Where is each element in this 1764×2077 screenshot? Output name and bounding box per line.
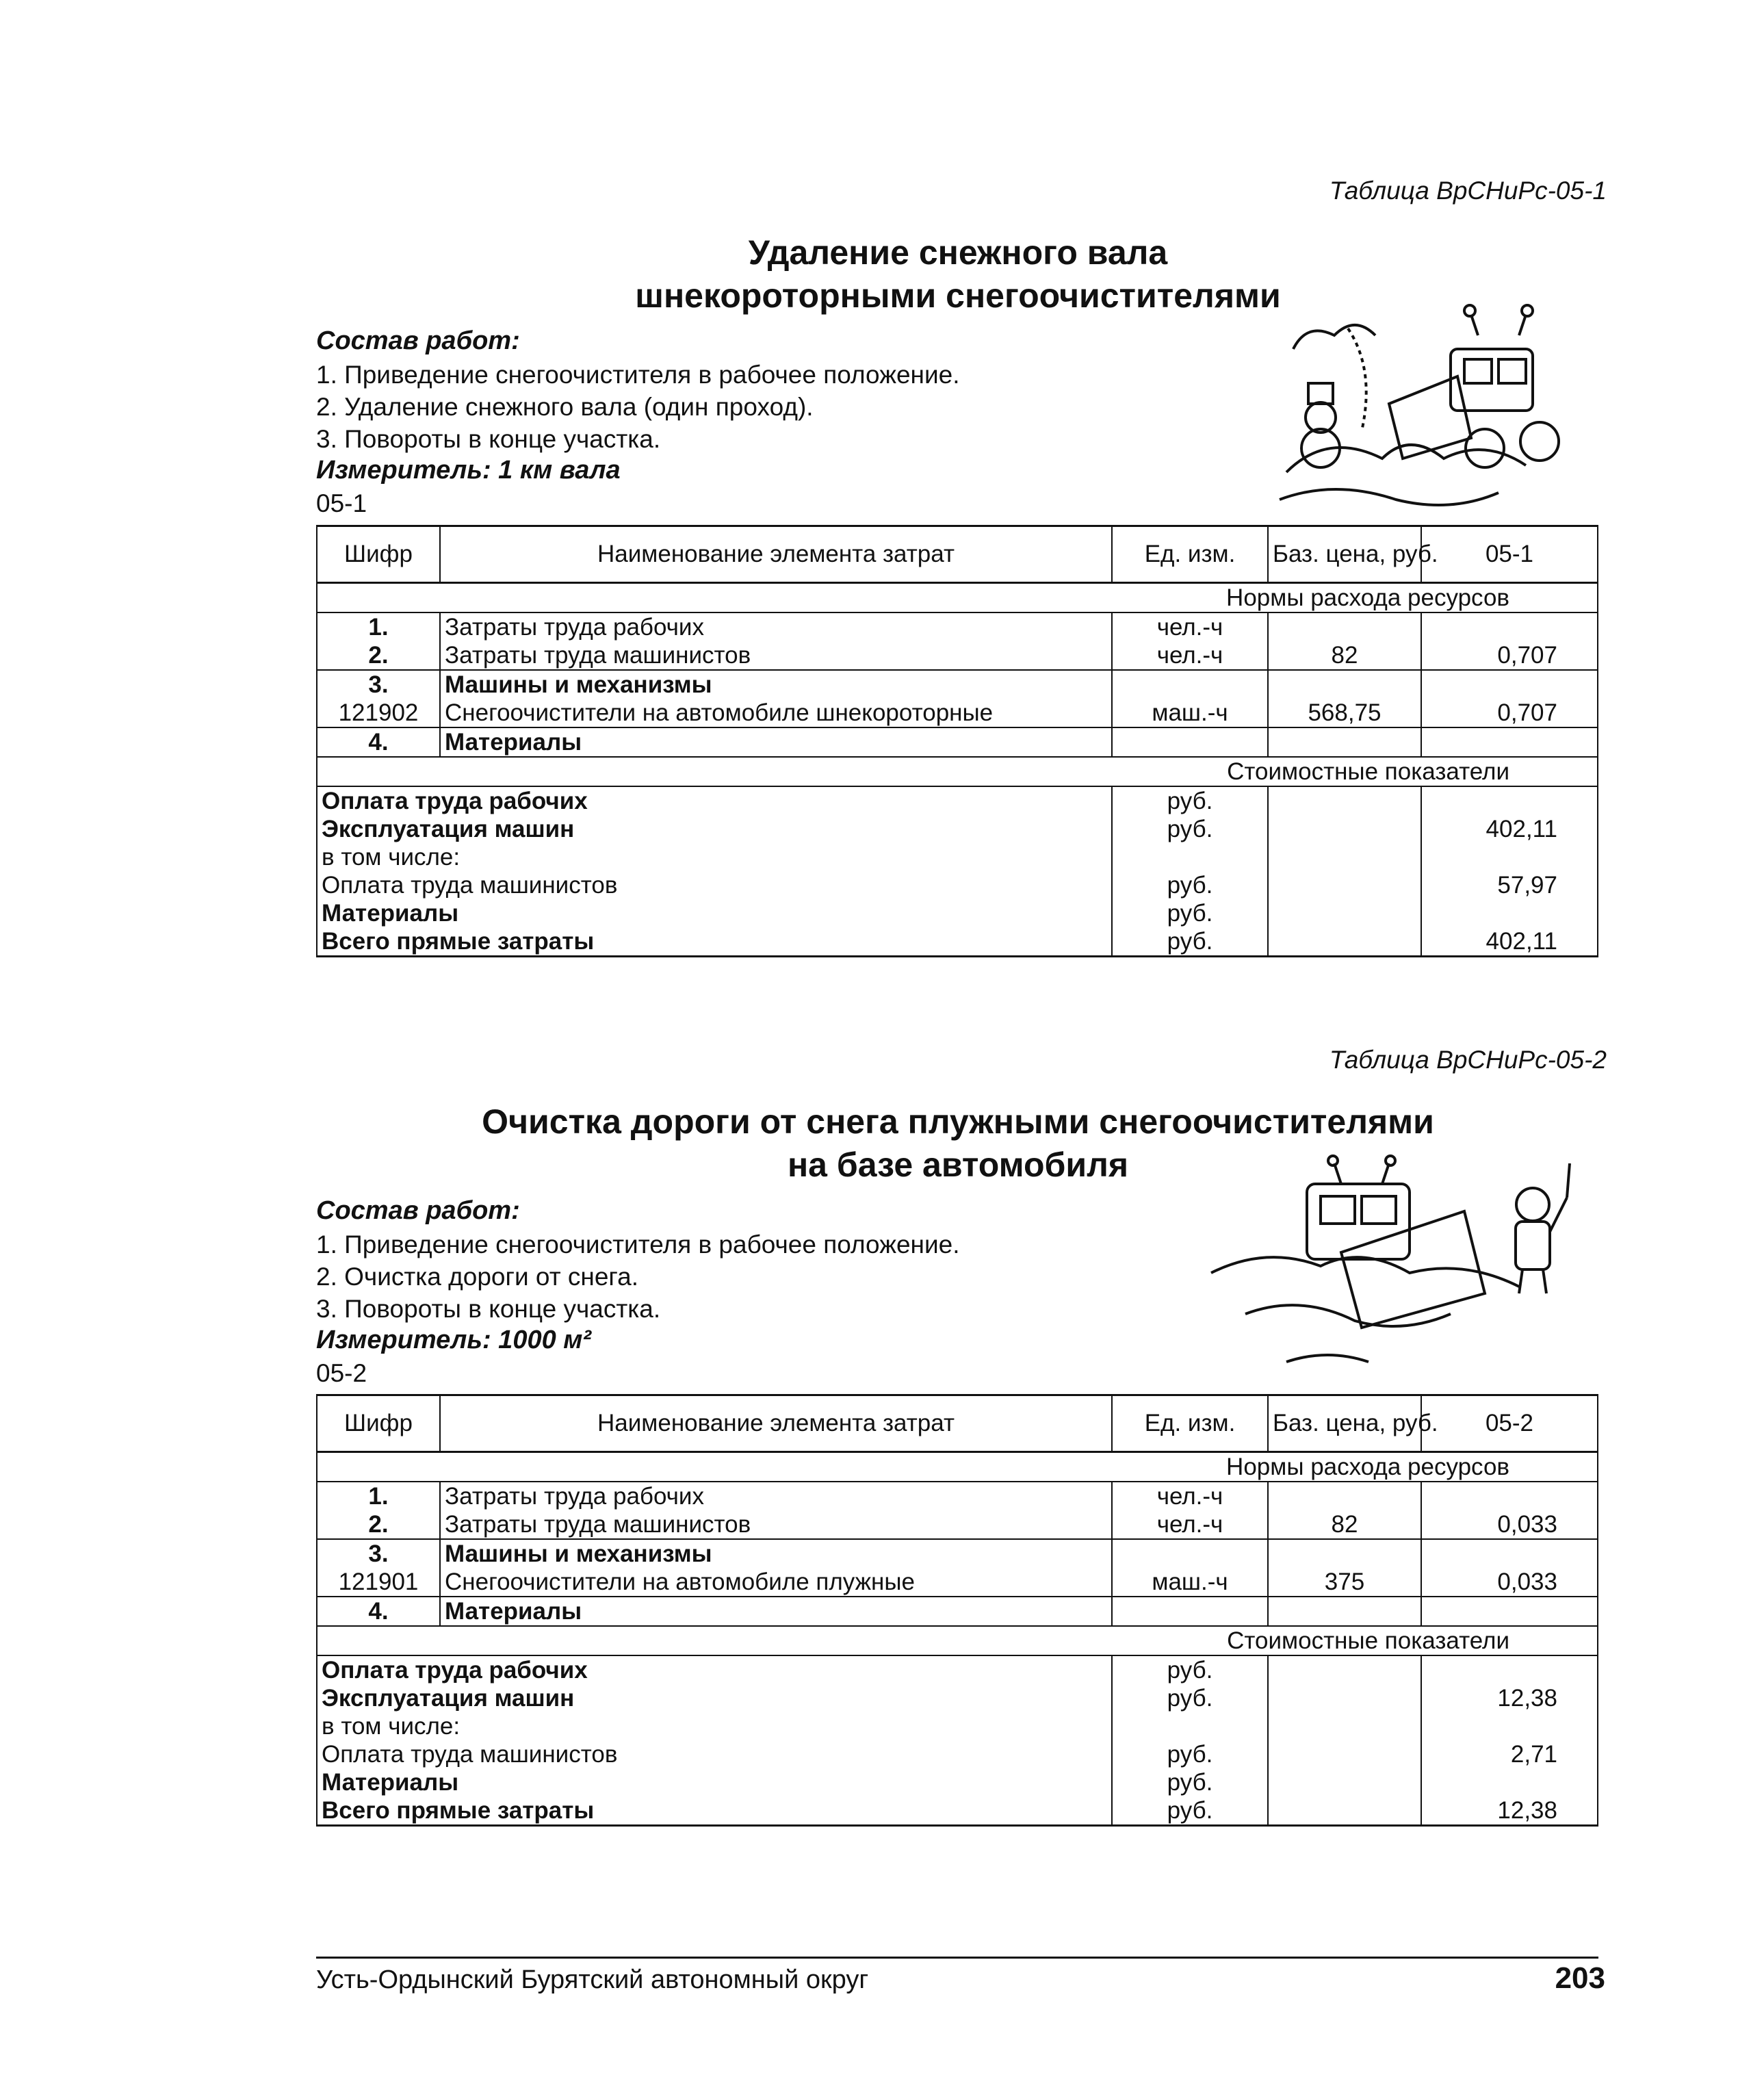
cost-value: 12,38 (1421, 1796, 1598, 1826)
row-price: 82 (1268, 641, 1421, 670)
band-row (317, 583, 1598, 613)
row-price (1268, 612, 1421, 641)
cost-name: Оплата труда машинистов (317, 1740, 1112, 1768)
cost-row (317, 927, 1598, 957)
table-row (317, 670, 1598, 699)
row-value: 0,707 (1421, 699, 1598, 727)
band-row (317, 1626, 1598, 1655)
row-unit (1112, 1539, 1268, 1568)
meter-label: Измеритель: 1 км вала (316, 456, 621, 485)
row-value (1421, 612, 1598, 641)
row-name: Материалы (440, 727, 1112, 757)
row-unit: маш.-ч (1112, 1568, 1268, 1597)
cost-price (1268, 843, 1421, 871)
table-row (317, 641, 1598, 670)
header-cipher: Шифр (317, 526, 440, 583)
work-steps (316, 359, 960, 455)
row-unit (1112, 1597, 1268, 1626)
cost-name: в том числе: (317, 843, 1112, 871)
work-step: 1. Приведение снегоочистителя в рабочее положение. (316, 1230, 960, 1259)
cost-name: Оплата труда рабочих (317, 1655, 1112, 1684)
cost-price (1268, 1684, 1421, 1712)
row-name: Машины и механизмы (440, 1539, 1112, 1568)
row-price (1268, 1539, 1421, 1568)
row-name: Затраты труда машинистов (440, 1510, 1112, 1539)
footer-region: Усть-Ордынский Бурятский автономный округ (316, 1965, 869, 1994)
row-unit: маш.-ч (1112, 699, 1268, 727)
cost-name: в том числе: (317, 1712, 1112, 1740)
cost-row (317, 899, 1598, 927)
cost-price (1268, 1768, 1421, 1796)
row-value: 0,033 (1421, 1568, 1598, 1597)
work-step: 2. Очистка дороги от снега. (316, 1263, 638, 1291)
row-value: 0,707 (1421, 641, 1598, 670)
row-price (1268, 1597, 1421, 1626)
row-name: Затраты труда машинистов (440, 641, 1112, 670)
cost-row (317, 1740, 1598, 1768)
work-step: 3. Повороты в конце участка. (316, 1295, 661, 1323)
row-price (1268, 1482, 1421, 1510)
band-row (317, 1452, 1598, 1482)
table-row (317, 727, 1598, 757)
cost-price (1268, 927, 1421, 957)
cost-row (317, 1796, 1598, 1826)
cost-unit: руб. (1112, 1768, 1268, 1796)
norms-table (316, 1394, 1598, 1827)
band-row (317, 757, 1598, 786)
row-code: 121901 (317, 1568, 440, 1597)
work-step: 2. Удаление снежного вала (один проход). (316, 393, 814, 421)
row-price (1268, 670, 1421, 699)
table-row (317, 699, 1598, 727)
cost-name: Оплата труда машинистов (317, 871, 1112, 899)
cost-value: 2,71 (1421, 1740, 1598, 1768)
header-norm: 05-1 (1421, 526, 1598, 583)
cost-price (1268, 1740, 1421, 1768)
row-unit: чел.-ч (1112, 1482, 1268, 1510)
cost-name: Оплата труда рабочих (317, 786, 1112, 815)
footer-divider (316, 1957, 1598, 1959)
title-line: на базе автомобиля (787, 1145, 1129, 1184)
row-value (1421, 727, 1598, 757)
header-norm: 05-2 (1421, 1395, 1598, 1452)
row-price: 568,75 (1268, 699, 1421, 727)
cost-unit (1112, 843, 1268, 871)
row-code: 2. (317, 1510, 440, 1539)
cost-unit: руб. (1112, 1684, 1268, 1712)
row-code: 1. (317, 612, 440, 641)
row-unit: чел.-ч (1112, 1510, 1268, 1539)
cost-name: Материалы (317, 899, 1112, 927)
header-price: Баз. цена, руб. (1268, 526, 1421, 583)
cost-price (1268, 786, 1421, 815)
snowplow-illustration (1204, 1157, 1587, 1382)
row-value (1421, 1482, 1598, 1510)
row-name: Машины и механизмы (440, 670, 1112, 699)
title-line: шнекороторными снегоочистителями (635, 276, 1281, 315)
cost-price (1268, 1655, 1421, 1684)
cost-value: 402,11 (1421, 815, 1598, 843)
cost-value (1421, 843, 1598, 871)
cost-unit: руб. (1112, 871, 1268, 899)
cost-price (1268, 1712, 1421, 1740)
title-line: Удаление снежного вала (748, 233, 1168, 272)
row-name: Снегоочистители на автомобиле плужные (440, 1568, 1112, 1597)
row-unit: чел.-ч (1112, 641, 1268, 670)
row-code: 4. (317, 1597, 440, 1626)
table-caption: Таблица ВрСНиРс-05-2 (1329, 1046, 1607, 1074)
norms-table (316, 525, 1598, 957)
cost-row (317, 1712, 1598, 1740)
row-name: Материалы (440, 1597, 1112, 1626)
cost-row (317, 843, 1598, 871)
table-caption: Таблица ВрСНиРс-05-1 (1329, 177, 1607, 205)
row-price: 82 (1268, 1510, 1421, 1539)
table-row (317, 612, 1598, 641)
table-header-row (317, 526, 1598, 583)
row-code: 3. (317, 670, 440, 699)
cost-unit: руб. (1112, 927, 1268, 957)
cost-value (1421, 1712, 1598, 1740)
cost-name: Материалы (317, 1768, 1112, 1796)
row-code: 2. (317, 641, 440, 670)
cost-row (317, 1655, 1598, 1684)
row-value: 0,033 (1421, 1510, 1598, 1539)
row-code: 121902 (317, 699, 440, 727)
cost-name: Всего прямые затраты (317, 927, 1112, 957)
cost-name: Эксплуатация машин (317, 1684, 1112, 1712)
row-code: 3. (317, 1539, 440, 1568)
norm-code: 05-1 (316, 489, 367, 517)
cost-unit: руб. (1112, 1655, 1268, 1684)
band-norms: Нормы расхода ресурсов (317, 583, 1598, 613)
norm-code: 05-2 (316, 1359, 367, 1387)
cost-unit: руб. (1112, 1796, 1268, 1826)
row-name: Затраты труда рабочих (440, 1482, 1112, 1510)
cost-row (317, 815, 1598, 843)
row-value (1421, 1597, 1598, 1626)
header-name: Наименование элемента затрат (440, 1395, 1112, 1452)
cost-value: 12,38 (1421, 1684, 1598, 1712)
page-number: 203 (1555, 1961, 1605, 1995)
cost-name: Всего прямые затраты (317, 1796, 1112, 1826)
cost-price (1268, 899, 1421, 927)
table-row (317, 1539, 1598, 1568)
table-row (317, 1510, 1598, 1539)
cost-unit: руб. (1112, 815, 1268, 843)
table-row (317, 1597, 1598, 1626)
cost-unit: руб. (1112, 1740, 1268, 1768)
header-name: Наименование элемента затрат (440, 526, 1112, 583)
sostav-label: Состав работ: (316, 326, 520, 355)
row-price: 375 (1268, 1568, 1421, 1597)
row-code: 4. (317, 727, 440, 757)
header-price: Баз. цена, руб. (1268, 1395, 1421, 1452)
row-value (1421, 670, 1598, 699)
cost-value (1421, 1768, 1598, 1796)
cost-value (1421, 1655, 1598, 1684)
snowblower-illustration (1280, 301, 1594, 520)
cost-row (317, 786, 1598, 815)
cost-price (1268, 1796, 1421, 1826)
row-name: Снегоочистители на автомобиле шнекороторные (440, 699, 1112, 727)
row-name: Затраты труда рабочих (440, 612, 1112, 641)
table-header-row (317, 1395, 1598, 1452)
cost-value: 402,11 (1421, 927, 1598, 957)
cost-value (1421, 899, 1598, 927)
cost-row (317, 1684, 1598, 1712)
table-row (317, 1568, 1598, 1597)
work-steps (316, 1228, 960, 1325)
table-row (317, 1482, 1598, 1510)
row-unit (1112, 670, 1268, 699)
row-price (1268, 727, 1421, 757)
title-line: Очистка дороги от снега плужными снегоочистителями (482, 1102, 1434, 1141)
sostav-label: Состав работ: (316, 1196, 520, 1225)
cost-price (1268, 871, 1421, 899)
header-cipher: Шифр (317, 1395, 440, 1452)
cost-row (317, 871, 1598, 899)
cost-unit (1112, 1712, 1268, 1740)
row-unit (1112, 727, 1268, 757)
band-norms: Нормы расхода ресурсов (317, 1452, 1598, 1482)
band-costs: Стоимостные показатели (317, 1626, 1598, 1655)
cost-value (1421, 786, 1598, 815)
cost-unit: руб. (1112, 899, 1268, 927)
cost-value: 57,97 (1421, 871, 1598, 899)
meter-label: Измеритель: 1000 м² (316, 1326, 592, 1354)
band-costs: Стоимостные показатели (317, 757, 1598, 786)
cost-row (317, 1768, 1598, 1796)
row-code: 1. (317, 1482, 440, 1510)
work-step: 1. Приведение снегоочистителя в рабочее положение. (316, 361, 960, 389)
cost-unit: руб. (1112, 786, 1268, 815)
row-unit: чел.-ч (1112, 612, 1268, 641)
header-unit: Ед. изм. (1112, 526, 1268, 583)
header-unit: Ед. изм. (1112, 1395, 1268, 1452)
row-value (1421, 1539, 1598, 1568)
cost-price (1268, 815, 1421, 843)
cost-name: Эксплуатация машин (317, 815, 1112, 843)
work-step: 3. Повороты в конце участка. (316, 425, 661, 453)
